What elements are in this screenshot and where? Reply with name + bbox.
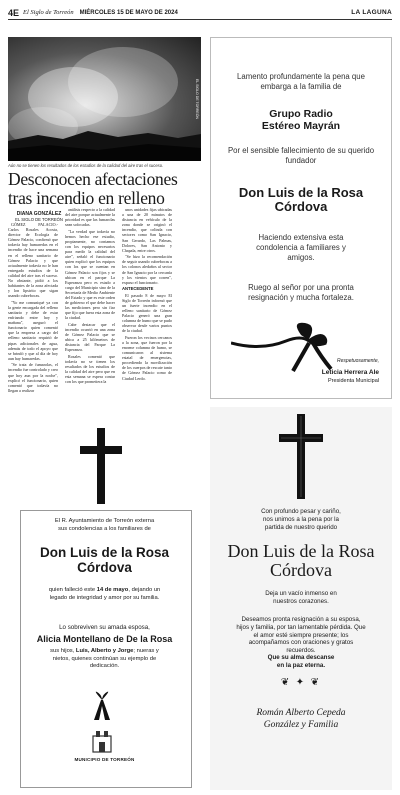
ad-prayer: Ruego al señor por una pronta resignación y mucha fortaleza. bbox=[248, 283, 354, 302]
paragraph: Fueron los vecinos cercanos a la zona, que fueron por la enorme columna de humo, se comunicaron al sistema estatal de emergencias, procediendo la movilización de los cuerpos de rescate tanto de Gómez Palacio como de Ciudad Lerdo. bbox=[122, 334, 172, 381]
ad-intro: El R. Ayuntamiento de Torreón externa sus condolencias a los familiares de bbox=[54, 518, 155, 532]
article-headline: Desconocen afectaciones tras incendio en relleno bbox=[8, 169, 178, 208]
page-number: 4E bbox=[8, 7, 20, 18]
ad-reason: Por el sensible fallecimiento de su querido fundador bbox=[227, 146, 375, 165]
author-outlet: EL SIGLO DE TORREÓN bbox=[15, 217, 63, 222]
issue-date: MIÉRCOLES 15 DE MAYO DE 2024 bbox=[79, 9, 178, 16]
ad-void-text: Deja un vacío inmenso en nuestros corazones. bbox=[265, 590, 337, 605]
section-name: LA LAGUNA bbox=[351, 9, 392, 16]
ad-signer: Leticia Herrera Ale bbox=[321, 369, 379, 376]
ad-passing-text bbox=[8, 587, 201, 602]
mourning-ribbon-icon bbox=[231, 321, 351, 373]
landfill-silhouette bbox=[8, 37, 201, 161]
paragraph: Rosales comentó que todavía no se tienen los resultados de los estudios de la calidad del aire pero que en esta semana se espera contar con los que prometiera la bbox=[65, 353, 115, 385]
byline bbox=[14, 211, 64, 222]
municipality-name: MUNICIPIO DE TORREÓN bbox=[74, 757, 135, 762]
ad-rest-text: Que su alma descanse en la paz eterna. bbox=[267, 654, 335, 669]
ad-intro: Lamento profundamente la pena que embarga a la familia de bbox=[237, 72, 365, 91]
ad-organization: Grupo Radio Estéreo Mayrán bbox=[261, 108, 341, 132]
cross-icon bbox=[80, 428, 122, 504]
ad-signer-role: Presidenta Municipal bbox=[327, 378, 379, 384]
death-date: 14 de mayo bbox=[96, 587, 129, 593]
author-name: DIANA GONZÁLEZ bbox=[16, 211, 62, 217]
paragraph: "Se trata de fumarolas, el incendio fue controlado y creo que hoy aun por la noche", explicó el funcionario, quien comentó que todavía no llegan a realizar bbox=[8, 362, 58, 393]
subheading: ANTECEDENTE bbox=[122, 286, 154, 292]
article-photo bbox=[8, 37, 201, 161]
text-fragment: sus hijos, bbox=[50, 648, 76, 654]
deceased-name: Don Luis de la Rosa Córdova bbox=[238, 185, 364, 214]
text-fragment: quien falleció este bbox=[48, 587, 97, 593]
mourning-ribbon-icon bbox=[91, 690, 113, 720]
spouse-name: Alicia Montellano de De la Rosa bbox=[36, 634, 173, 644]
text-fragment: dejando un legado de integridad y amor por su familia. bbox=[49, 587, 161, 601]
paragraph: El pasado 8 de mayo El Siglo de Torreón informó que un fuerte incendio en el relleno sanitario de Gómez Palacio generó una gran columna de humo que se pudo observar desde varios puntos de la ciudad. bbox=[122, 292, 172, 334]
paragraph: "La verdad que todavía no hemos hecho ese estudio, propiamente, no contamos con los equipos necesarios para medir la calidad del aire", señaló el funcionario quien explicó que los equipos con los que se cuentan en Gómez Palacio son fijos y se ubican en el parque La Esperanza pero es estado a cargo del Municipio sino de la Secretaría de Medio Ambiente del Estado y que es este orden de gobierno el que debe hacer las mediciones pero sin fiar que fijo que fuera esta zona de la ciudad. bbox=[65, 228, 115, 321]
deceased-name: Don Luis de la Rosa Córdova bbox=[227, 541, 375, 580]
ad-intro: Con profundo pesar y cariño, nos unimos a la pena por la partida de nuestro querido bbox=[261, 508, 341, 531]
paragraph: unos unidades fijas ubicadas a una de 20 minutos de distancia en vehículo de la zona donde se originó el incendio, que colinda con sectores como San Ignacio, San Gerardo, Las Palmas, Dolores, San Antonio y Chapala, entre otros. bbox=[122, 207, 172, 253]
paragraph: "Se hizo la recomendación de seguir usando cubrebocas a los colonos aledaños al sector de San Ignacio por la cercanía y los vientos que corren", expuso el funcionario. bbox=[122, 254, 172, 285]
newspaper-brand: El Siglo de Torreón bbox=[23, 9, 74, 16]
ornament-icon: ❦ ✦ ❦ bbox=[280, 677, 322, 688]
children-names: Luis, Alberto y Jorge bbox=[75, 648, 134, 654]
paragraph: Cabe destacar que el incendio ocurrió en una zona de Gómez Palacio que se ubica a 25 kilómetros de distancia del Parque La Esperanza. bbox=[65, 321, 115, 353]
paragraph: GÓMEZ PALACIO.- Carlos Rosales Acosta, director de Ecología de Gómez Palacio, confirmó que todavía hay humaredas en el incendio de hace una semana en el relleno sanitario de Gómez Palacio y que actualmente todavía no le han entregado estudios de la calidad del aire tras el suceso. No obstante, pidió a los habitantes de la zona afectada y lon lipstrito que sigan usando cubrebocas. bbox=[8, 222, 58, 299]
paragraph: análisis respecto a la calidad del aire porque actualmente la prioridad es que las fumarolas sean sofocadas. bbox=[65, 207, 115, 228]
condolence-ad-radio bbox=[210, 37, 392, 399]
municipal-seal-icon bbox=[91, 730, 113, 754]
condolence-ad-ayuntamiento bbox=[8, 418, 201, 790]
condolence-ad-family bbox=[210, 407, 392, 790]
photo-caption: Aún no se tienen los resultados de los estudios de la calidad del aire tras el suceso. bbox=[8, 163, 164, 168]
ad-condolence: Haciendo extensiva esta condolencia a familiares y amigos. bbox=[256, 233, 346, 262]
text-fragment: , bbox=[128, 587, 130, 593]
ad-survived-by: Lo sobreviven su amada esposa, bbox=[59, 624, 150, 631]
ad-wish-text: Deseamos pronta resignación a su esposa, hijos y familia, por tan lamentable pérdida. Que el amor esté siempre presente; los acompañamos con oraciones y gratos recuerdos. bbox=[236, 616, 366, 655]
ad-family-text bbox=[8, 648, 201, 671]
paragraph: "Yo me comuniqué ya con la gente encargada del relleno sanitario y debe de estar enfriando entre hoy y mañana", aseguró el funcionario quien comentó que la empresa a cargo del relleno sanitario requirió de pipas adicionales de agua, además de todo el apoyo que se brindó y que al día de hoy aun hay humaredas. bbox=[8, 299, 58, 361]
cross-icon bbox=[277, 414, 325, 499]
text-fragment: ; nueras y nietos, quienes continúan su ejemplo de dedicación. bbox=[52, 648, 159, 670]
photo-credit: EL SIGLO DE TORREÓN bbox=[195, 78, 199, 120]
page-header bbox=[8, 6, 392, 20]
deceased-name: Don Luis de la Rosa Córdova bbox=[39, 545, 170, 575]
ad-closing: Respetuosamente, bbox=[337, 358, 379, 364]
ad-signature: Román Alberto Cepeda González y Familia bbox=[256, 708, 346, 730]
